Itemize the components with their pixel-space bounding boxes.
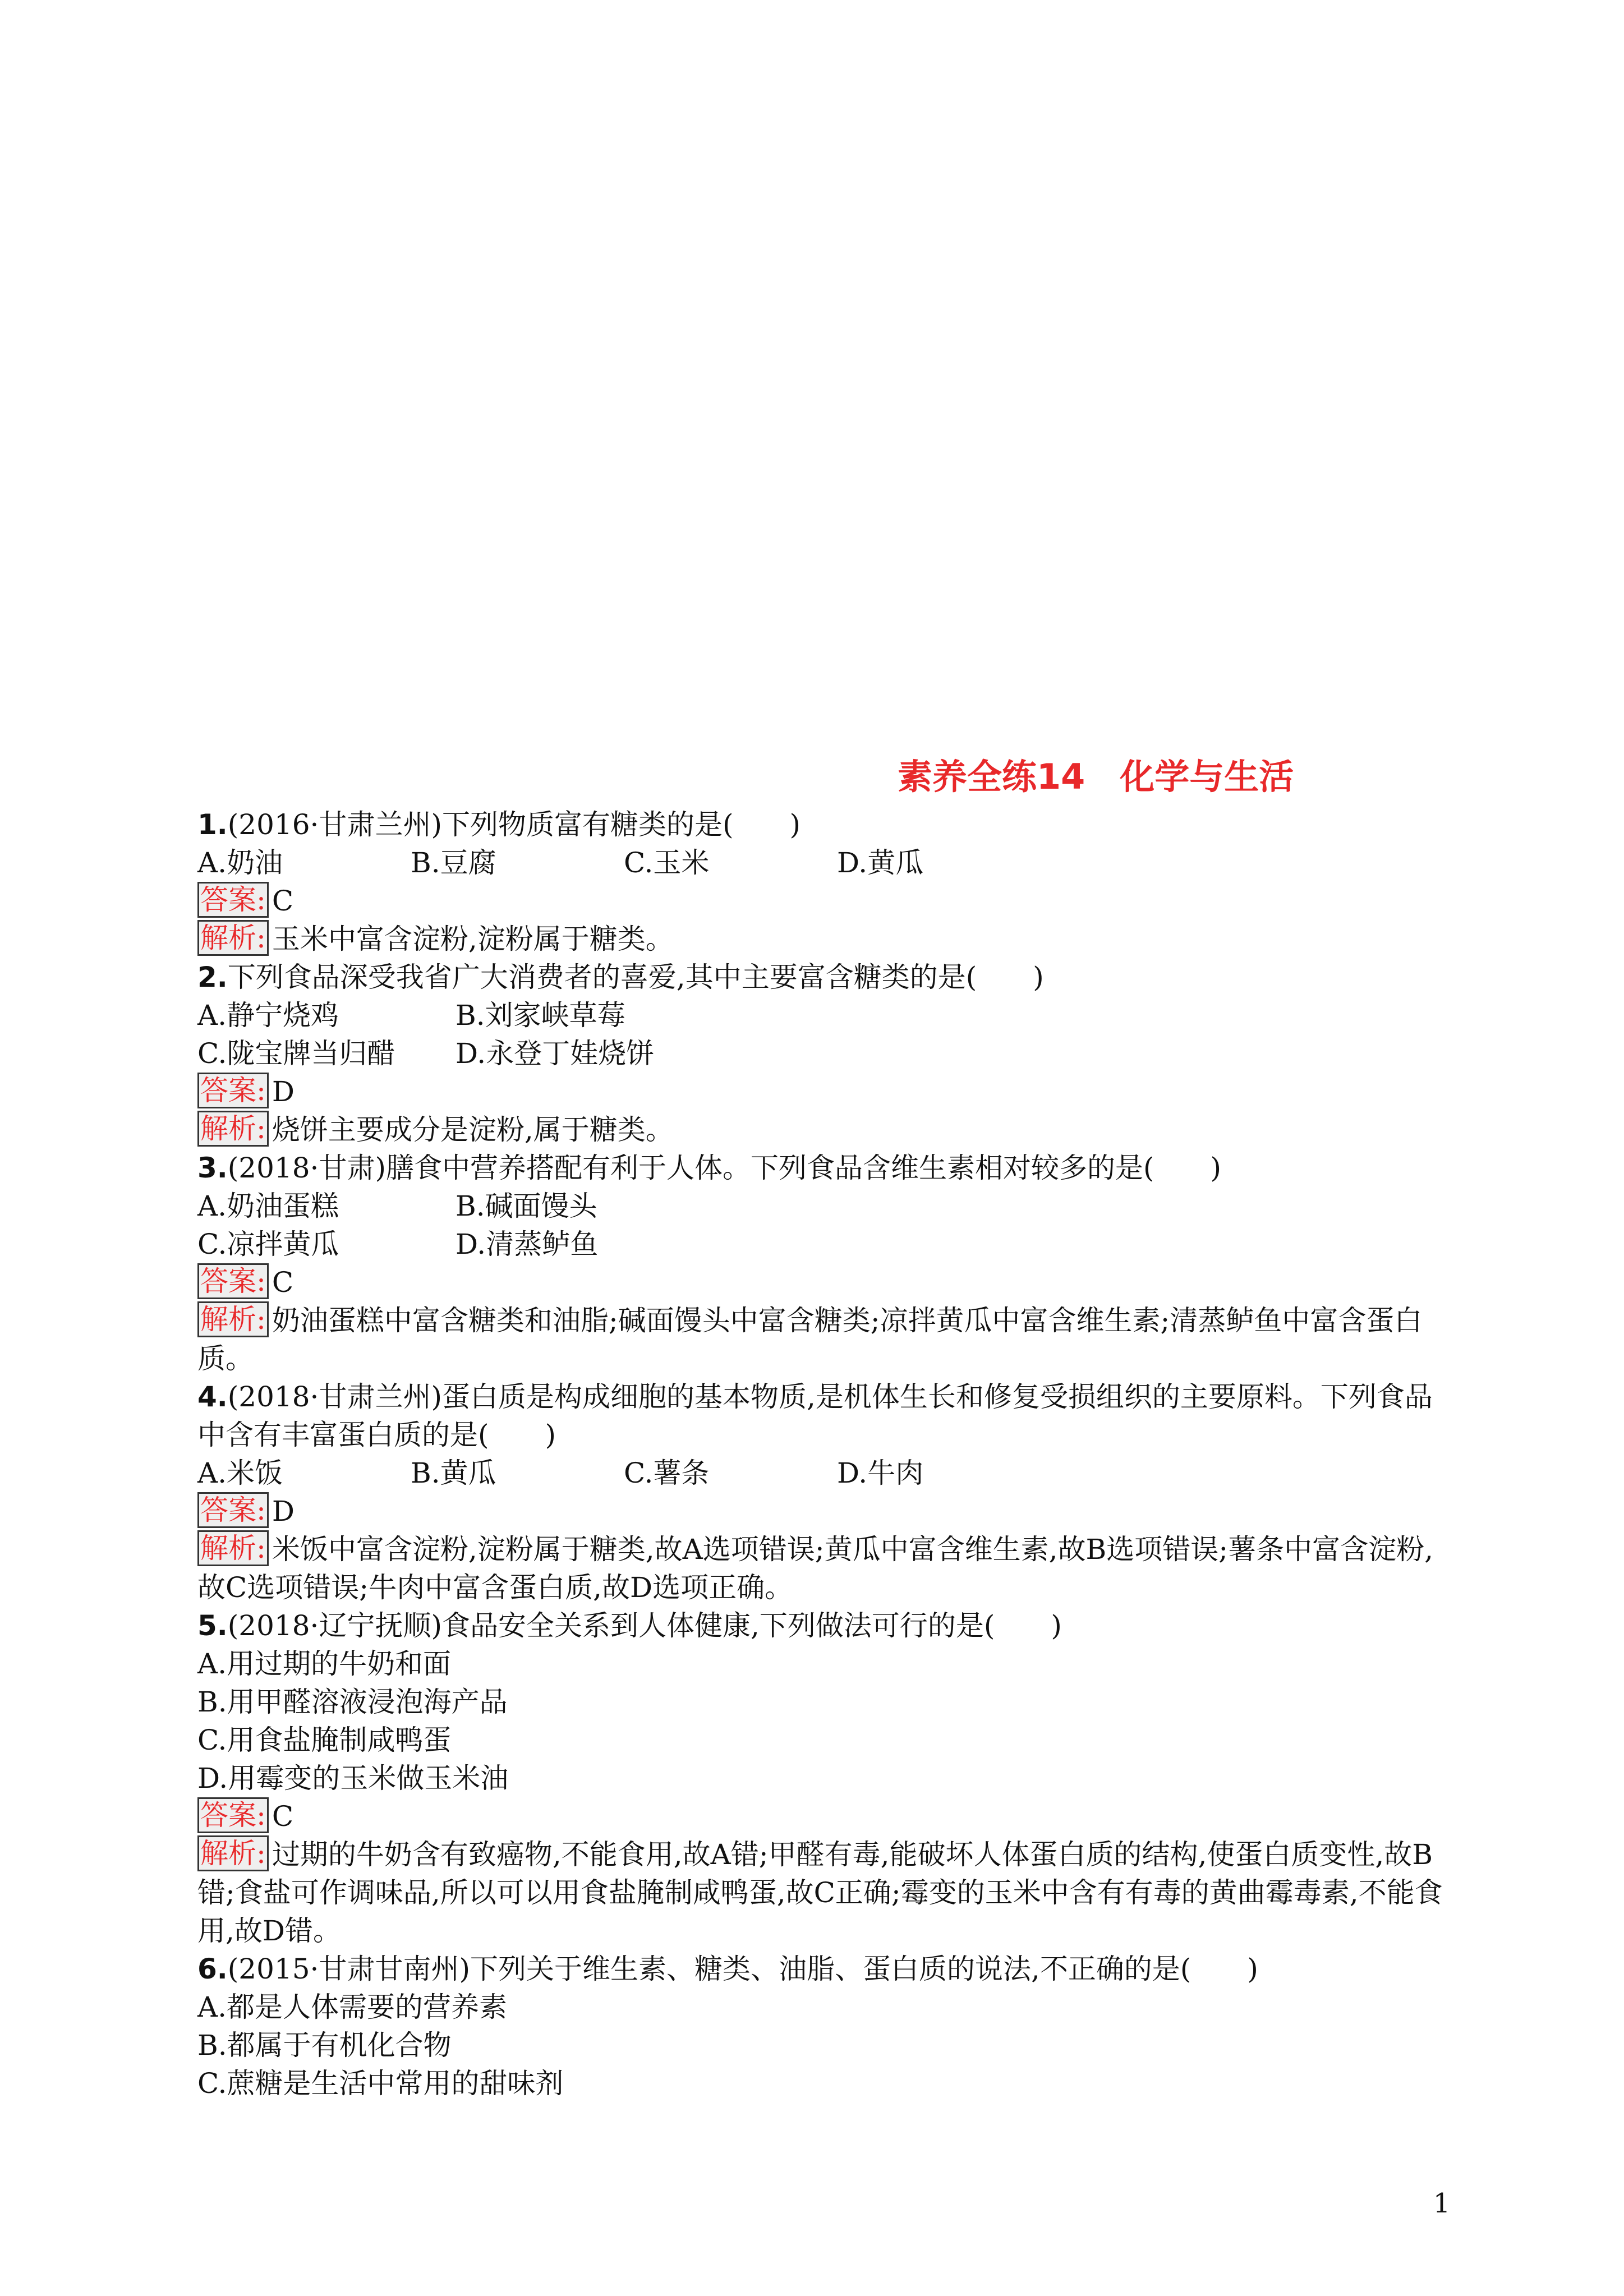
option-c: C.蔗糖是生活中常用的甜味剂 bbox=[197, 2067, 564, 2100]
explanation-text: 玉米中富含淀粉,淀粉属于糖类。 bbox=[272, 923, 674, 955]
option-b: B.碱面馒头 bbox=[456, 1190, 597, 1222]
question-number: 2. bbox=[197, 961, 228, 993]
options bbox=[197, 1187, 1443, 1225]
answer-value: C bbox=[272, 1266, 294, 1299]
answer-value: C bbox=[272, 885, 294, 917]
explanation-text: 过期的牛奶含有致癌物,不能食用,故A错;甲醛有毒,能破坏人体蛋白质的结构,使蛋白质变性,故B错;食盐可作调味品,所以可以用食盐腌制咸鸭蛋,故C正确;霉变的玉米中含有有毒的黄曲霉毒素,不能食用,故D错。 bbox=[197, 1838, 1443, 1947]
question-stem: (2016·甘肃兰州)下列物质富有糖类的是( ) bbox=[227, 808, 801, 841]
page-number: 1 bbox=[1433, 2188, 1451, 2219]
options bbox=[197, 996, 1443, 1034]
question-number: 1. bbox=[197, 808, 228, 841]
option-c: C.陇宝牌当归醋 bbox=[197, 1037, 395, 1070]
option-b: B.豆腐 bbox=[411, 846, 496, 879]
question-number: 5. bbox=[197, 1609, 228, 1642]
option-d: D.永登丁娃烧饼 bbox=[456, 1037, 655, 1070]
answer-value: D bbox=[272, 1495, 295, 1527]
answer-label: 答案: bbox=[197, 882, 269, 918]
option-b: B.黄瓜 bbox=[411, 1457, 496, 1489]
question-number: 6. bbox=[197, 1953, 228, 1985]
answer-value: C bbox=[272, 1800, 294, 1833]
question-number: 3. bbox=[197, 1152, 228, 1184]
page-title: 素养全练14 化学与生活 bbox=[898, 756, 1294, 797]
option-b: B.刘家峡草莓 bbox=[456, 999, 625, 1032]
explanation-label: 解析: bbox=[197, 920, 269, 956]
option-c: C.凉拌黄瓜 bbox=[197, 1228, 339, 1260]
question-stem: (2018·甘肃)膳食中营养搭配有利于人体。下列食品含维生素相对较多的是( ) bbox=[227, 1152, 1221, 1184]
explanation-label: 解析: bbox=[197, 1530, 269, 1566]
option-a: A.用过期的牛奶和面 bbox=[197, 1648, 452, 1680]
answer-label: 答案: bbox=[197, 1797, 269, 1833]
question-stem: (2015·甘肃甘南州)下列关于维生素、糖类、油脂、蛋白质的说法,不正确的是( ) bbox=[227, 1953, 1258, 1985]
option-a: A.奶油蛋糕 bbox=[197, 1190, 339, 1222]
explanation-label: 解析: bbox=[197, 1301, 269, 1337]
options bbox=[197, 844, 1443, 882]
options bbox=[197, 1034, 1443, 1073]
explanation-text: 烧饼主要成分是淀粉,属于糖类。 bbox=[272, 1114, 674, 1146]
answer-label: 答案: bbox=[197, 1263, 269, 1299]
option-d: D.用霉变的玉米做玉米油 bbox=[197, 1762, 509, 1795]
options bbox=[197, 1454, 1443, 1492]
question-number: 4. bbox=[197, 1381, 228, 1413]
question-4 bbox=[197, 1378, 1443, 1607]
question-6 bbox=[197, 1950, 1443, 2102]
option-a: A.奶油 bbox=[197, 846, 283, 879]
question-stem: (2018·甘肃兰州)蛋白质是构成细胞的基本物质,是机体生长和修复受损组织的主要原料。下列食品中含有丰富蛋白质的是( ) bbox=[197, 1381, 1433, 1451]
option-c: C.薯条 bbox=[624, 1457, 710, 1489]
answer-label: 答案: bbox=[197, 1492, 269, 1528]
explanation-text: 奶油蛋糕中富含糖类和油脂;碱面馒头中富含糖类;凉拌黄瓜中富含维生素;清蒸鲈鱼中富含蛋白质。 bbox=[197, 1304, 1423, 1375]
options bbox=[197, 1225, 1443, 1263]
question-stem: (2018·辽宁抚顺)食品安全关系到人体健康,下列做法可行的是( ) bbox=[227, 1609, 1062, 1642]
option-a: A.都是人体需要的营养素 bbox=[197, 1991, 508, 2023]
explanation-label: 解析: bbox=[197, 1111, 269, 1147]
question-2 bbox=[197, 958, 1443, 1149]
option-a: A.米饭 bbox=[197, 1457, 283, 1489]
option-a: A.静宁烧鸡 bbox=[197, 999, 339, 1032]
answer-value: D bbox=[272, 1075, 295, 1108]
answer-label: 答案: bbox=[197, 1073, 269, 1108]
explanation-label: 解析: bbox=[197, 1835, 269, 1871]
option-c: C.玉米 bbox=[624, 846, 710, 879]
option-b: B.用甲醛溶液浸泡海产品 bbox=[197, 1686, 508, 1718]
question-1 bbox=[197, 806, 1443, 958]
explanation-text: 米饭中富含淀粉,淀粉属于糖类,故A选项错误;黄瓜中富含维生素,故B选项错误;薯条中富含淀粉,故C选项错误;牛肉中富含蛋白质,故D选项正确。 bbox=[197, 1533, 1433, 1604]
question-3 bbox=[197, 1149, 1443, 1378]
question-5 bbox=[197, 1607, 1443, 1950]
question-stem: 下列食品深受我省广大消费者的喜爱,其中主要富含糖类的是( ) bbox=[227, 961, 1044, 993]
option-d: D.黄瓜 bbox=[837, 846, 924, 879]
option-c: C.用食盐腌制咸鸭蛋 bbox=[197, 1724, 452, 1756]
option-d: D.牛肉 bbox=[837, 1457, 924, 1489]
option-b: B.都属于有机化合物 bbox=[197, 2029, 452, 2062]
exercise-content bbox=[197, 806, 1443, 2102]
option-d: D.清蒸鲈鱼 bbox=[456, 1228, 599, 1260]
